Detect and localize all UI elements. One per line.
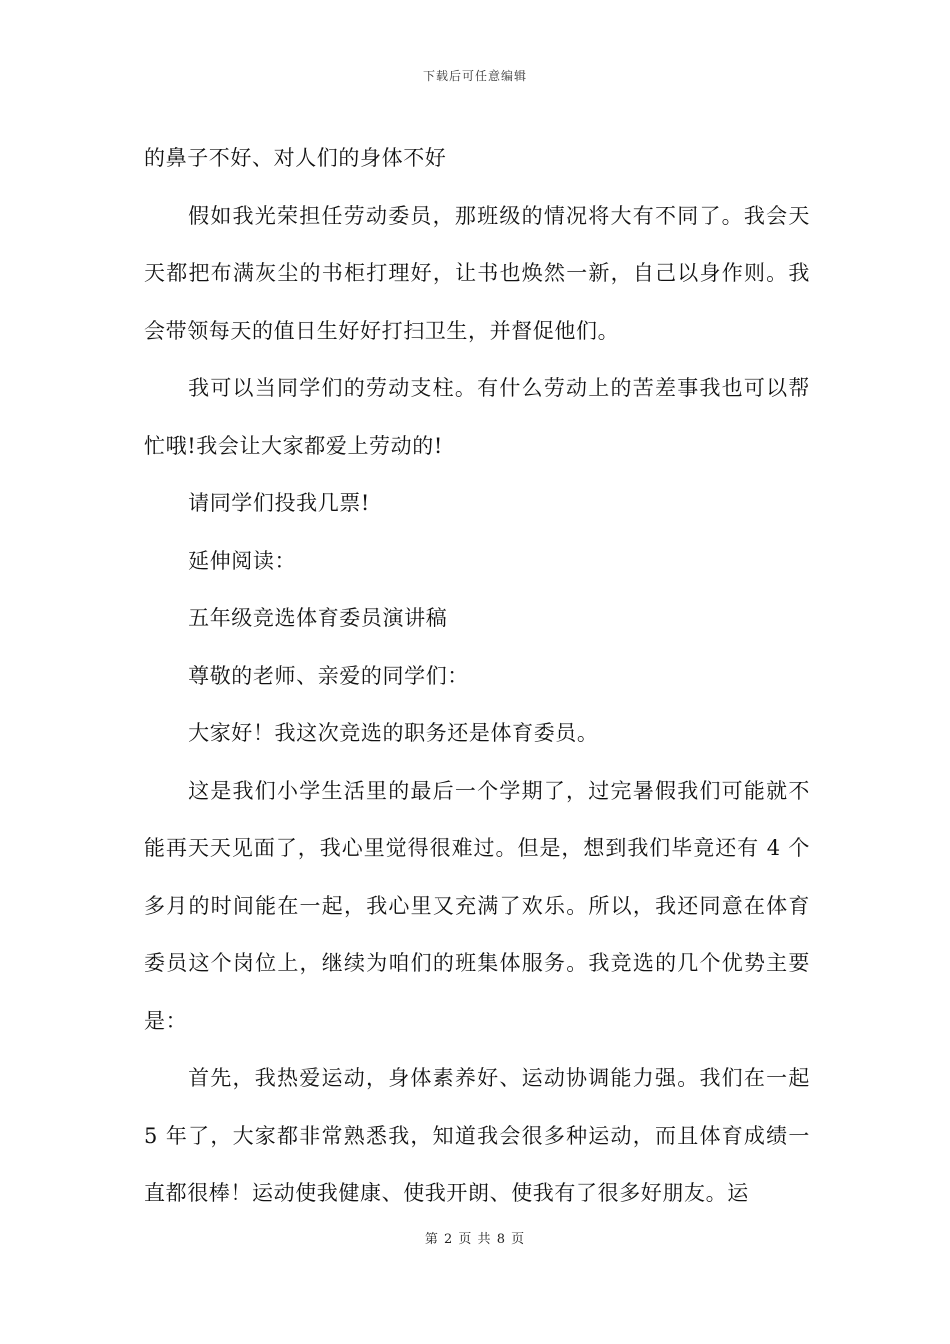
paragraph: 我可以当同学们的劳动支柱。有什么劳动上的苦差事我也可以帮忙哦!我会让大家都爱上劳动的! xyxy=(144,376,810,458)
section-title: 五年级竞选体育委员演讲稿 xyxy=(188,606,448,630)
paragraph: 大家好！我这次竞选的职务还是体育委员。 xyxy=(188,721,599,745)
paragraph: 请同学们投我几票! xyxy=(188,491,370,515)
paragraph: 的鼻子不好、对人们的身体不好 xyxy=(144,146,447,170)
document-body xyxy=(144,130,810,1223)
paragraph: 假如我光荣担任劳动委员，那班级的情况将大有不同了。我会天天都把布满灰尘的书柜打理好，让书也焕然一新，自己以身作则。我会带领每天的值日生好好打扫卫生，并督促他们。 xyxy=(144,203,810,343)
page-header: 下载后可任意编辑 xyxy=(422,69,527,83)
paragraph: 延伸阅读： xyxy=(188,548,297,573)
paragraph: 首先，我热爱运动，身体素养好、运动协调能力强。我们在一起 5 年了，大家都非常熟悉我，知道我会很多种运动，而且体育成绩一直都很棒！运动使我健康、使我开朗、使我有了很多好朋友。运 xyxy=(144,1066,810,1205)
salutation: 尊敬的老师、亲爱的同学们： xyxy=(188,663,469,688)
page-number-footer: 第 2 页 共 8 页 xyxy=(424,1232,526,1247)
paragraph: 这是我们小学生活里的最后一个学期了，过完暑假我们可能就不能再天天见面了，我心里觉得很难过。但是，想到我们毕竟还有 4 个多月的时间能在一起，我心里又充满了欢乐。所以，我还同意在体育委员这个岗位上，继续为咱们的班集体服务。我竞选的几个优势主要是： xyxy=(144,778,810,1033)
